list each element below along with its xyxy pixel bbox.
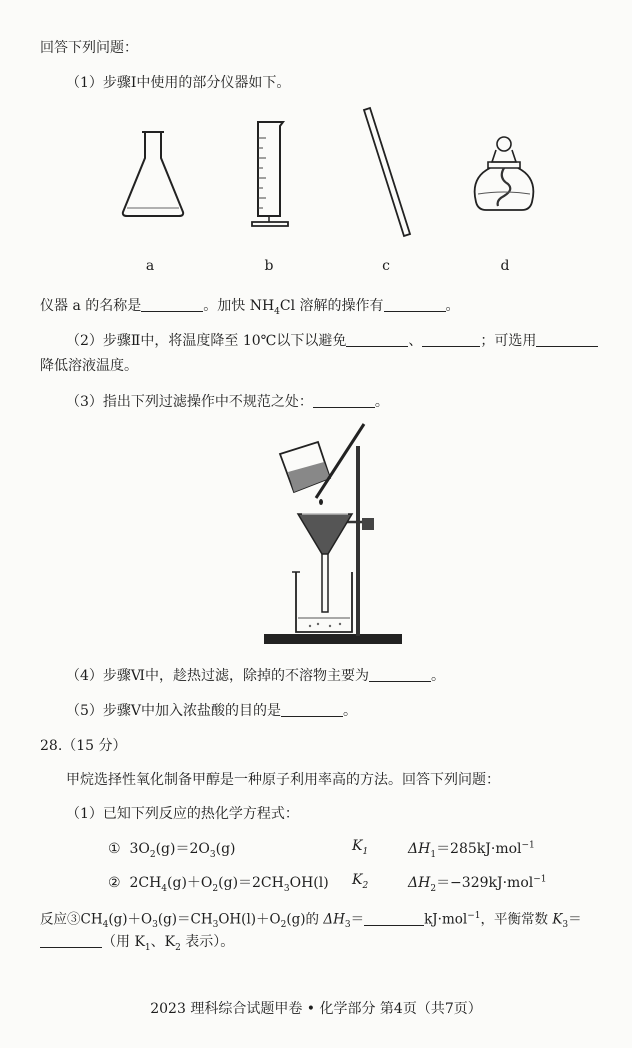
label-a: a bbox=[145, 258, 155, 274]
q2-text-line2: 降低溶液温度。 bbox=[40, 358, 138, 374]
intro-text: 回答下列问题： bbox=[40, 40, 138, 56]
q28-header: 28.（15 分） bbox=[40, 738, 127, 754]
eq2-dh: $\Delta H_2=-329kJ\cdot mol^{-1}$ bbox=[408, 874, 547, 894]
q3-text: （3）指出下列过滤操作中不规范之处： 。 bbox=[66, 394, 389, 410]
q28-sub1: （1）已知下列反应的热化学方程式： bbox=[66, 806, 299, 822]
eq3-text-line2: （用 $K_1$、$K_2$ 表示）。 bbox=[40, 932, 234, 958]
q4-text: （4）步骤Ⅵ中，趁热过滤，除掉的不溶物主要为 。 bbox=[66, 668, 445, 684]
q1-line2: 仪器 a 的名称是 。加快 $NH_4Cl$ 溶解的操作有 。 bbox=[40, 298, 460, 317]
label-b: b bbox=[264, 258, 274, 274]
q2-text: （2）步骤Ⅱ中，将温度降至 10℃以下以避免 、 ；可选用 bbox=[66, 331, 598, 351]
eq2-k: $K_2$ bbox=[352, 872, 369, 891]
eq1-k: $K_1$ bbox=[352, 838, 369, 857]
glass-rod-icon bbox=[358, 106, 414, 242]
eq2-equation: ② $2CH_4(g)+O_2(g)=2CH_3OH(l)$ bbox=[108, 875, 329, 894]
erlenmeyer-flask-icon bbox=[118, 128, 188, 220]
eq1-dh: $\Delta H_1=285kJ\cdot mol^{-1}$ bbox=[408, 840, 535, 860]
label-d: d bbox=[500, 258, 510, 274]
label-c: c bbox=[382, 258, 390, 274]
eq1-equation: ① $3O_2(g)=2O_3(g)$ bbox=[108, 841, 236, 860]
graduated-cylinder-icon bbox=[250, 118, 290, 230]
alcohol-lamp-icon bbox=[468, 130, 540, 214]
eq3-text: 反应$③CH_4(g)+O_3(g)=CH_3OH(l)+O_2(g)$的 $\Delta H_3= kJ\cdot mol^{-1}$，平衡常数 $K_3=$ bbox=[40, 911, 582, 931]
q5-text: （5）步骤Ⅴ中加入浓盐酸的目的是 。 bbox=[66, 703, 358, 719]
q28-intro: 甲烷选择性氧化制备甲醇是一种原子利用率高的方法。回答下列问题： bbox=[66, 772, 500, 788]
filtration-apparatus-icon bbox=[258, 420, 408, 648]
q1-text: （1）步骤Ⅰ中使用的部分仪器如下。 bbox=[66, 75, 291, 91]
page-footer: 2023 理科综合试题甲卷 • 化学部分 第4页（共7页） bbox=[150, 1001, 482, 1017]
